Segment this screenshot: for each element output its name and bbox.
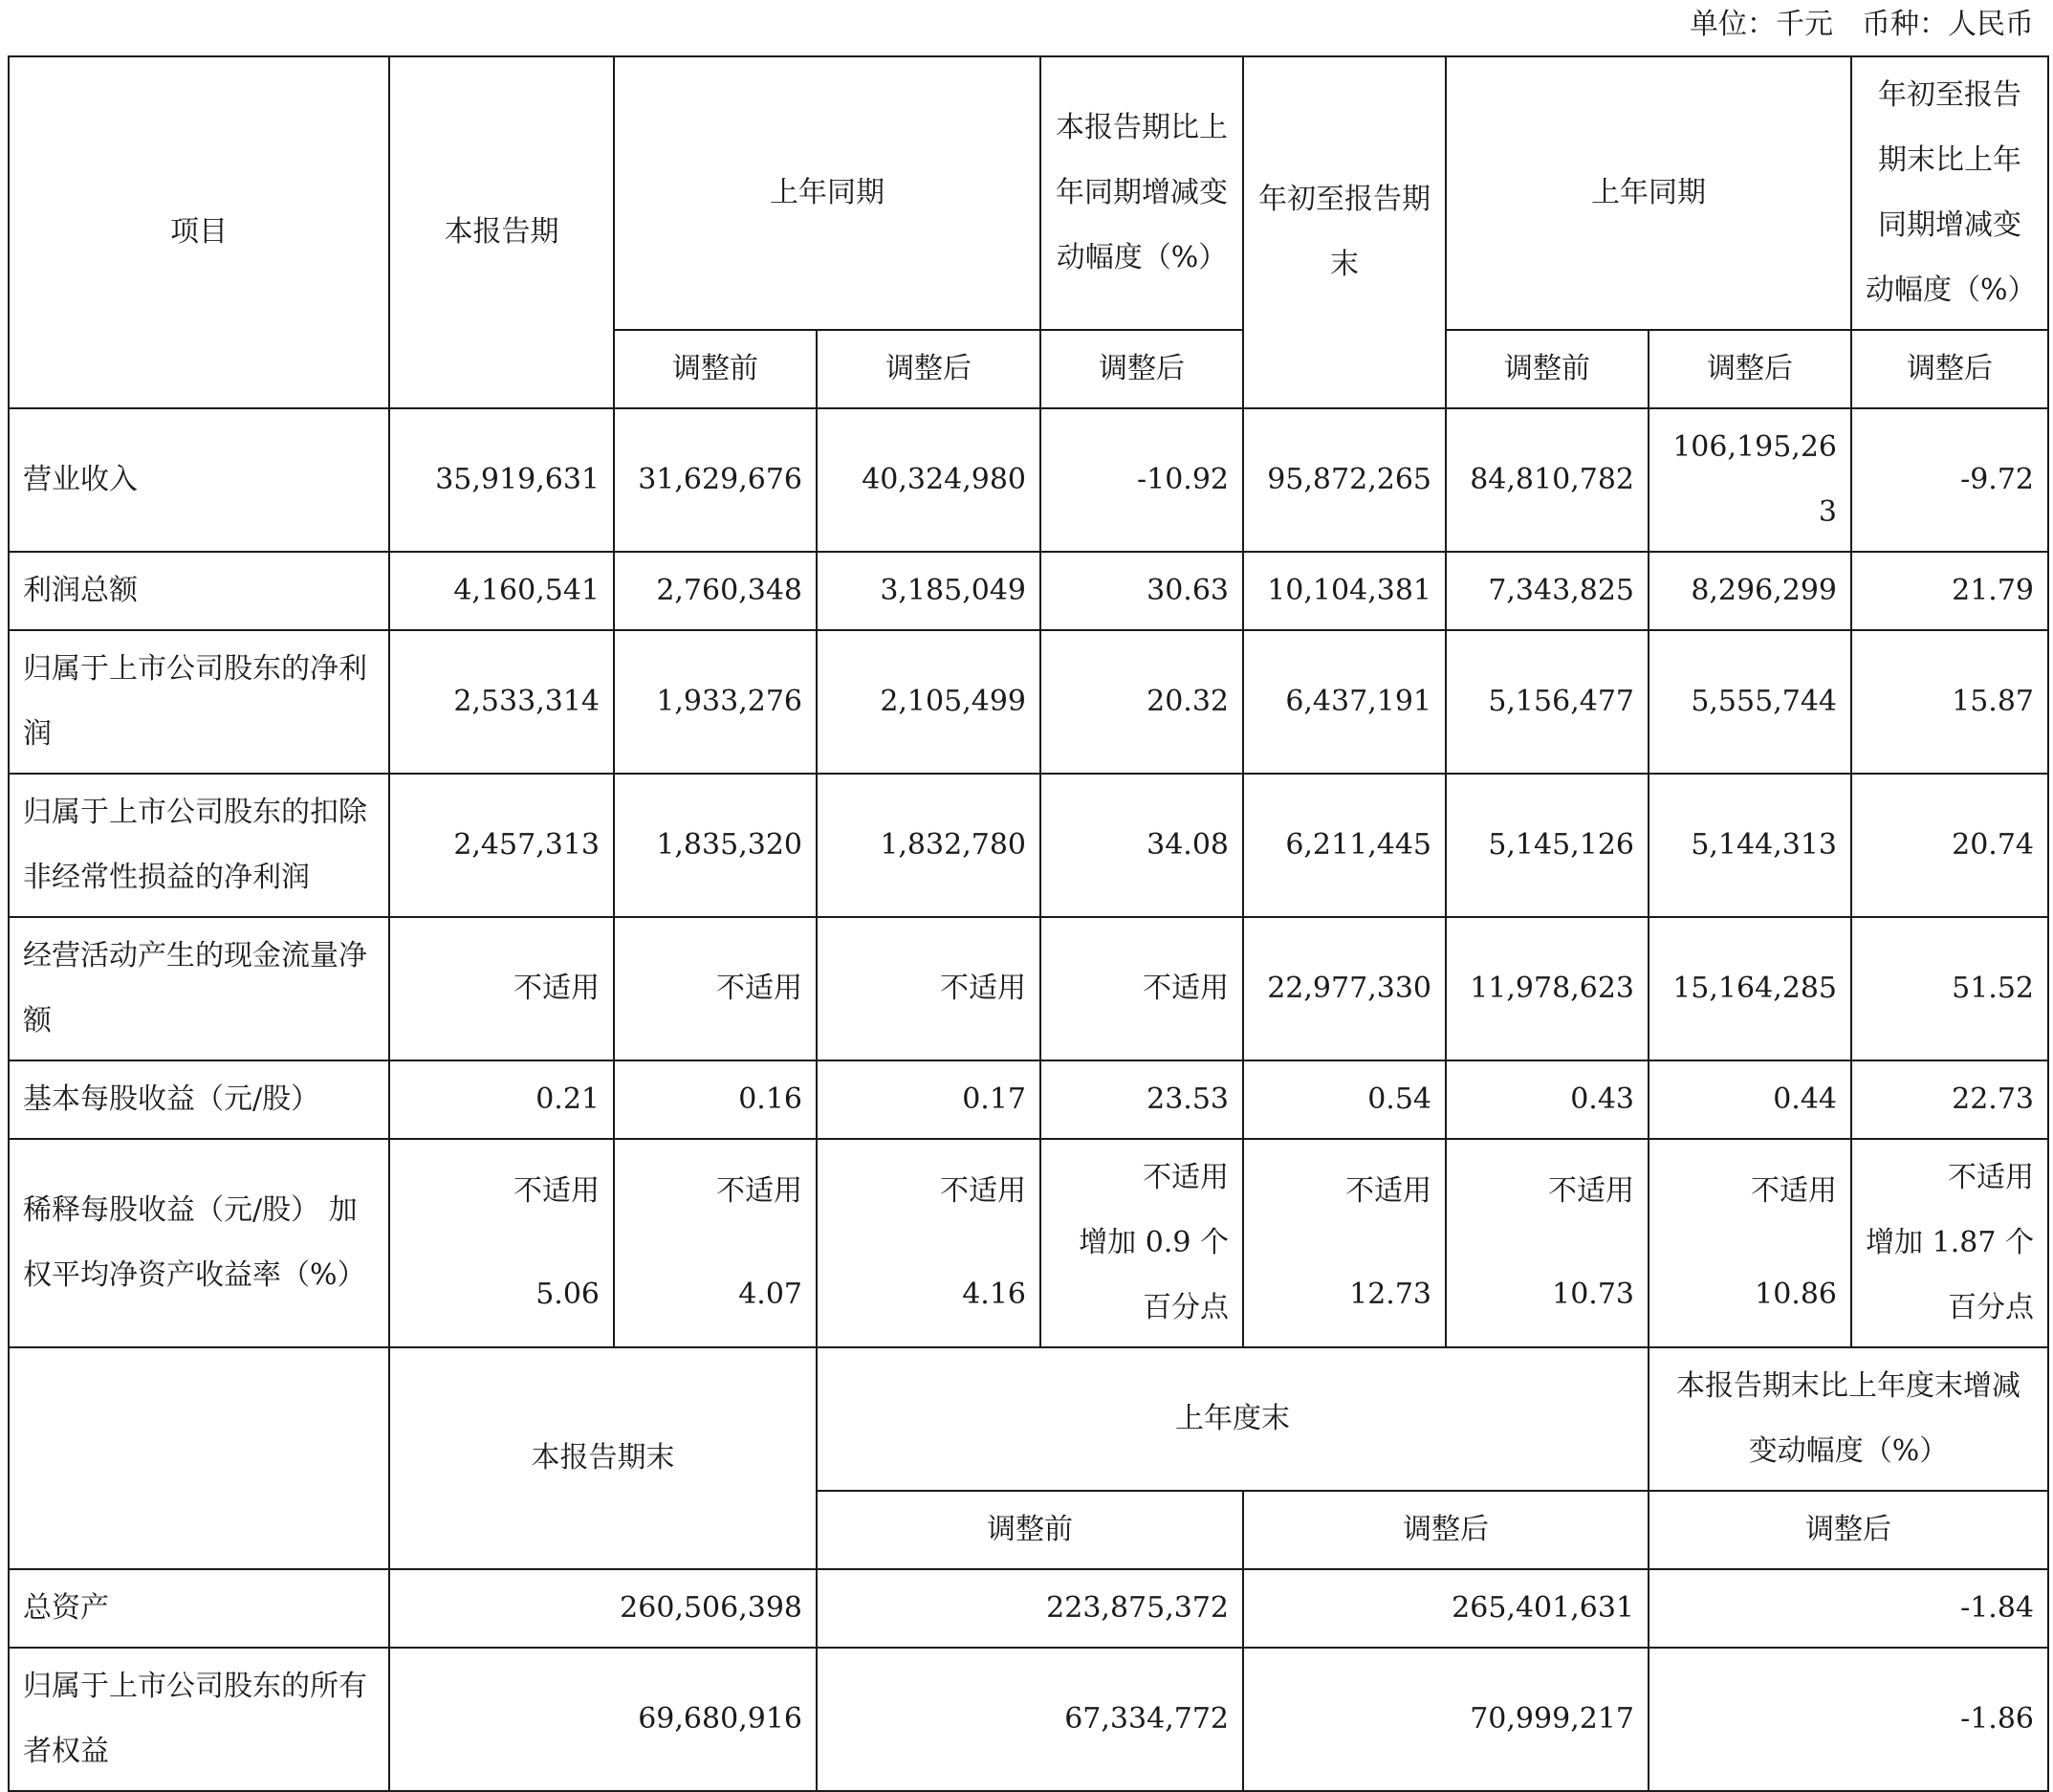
balance-header-before-adjustment: 调整前 — [817, 1491, 1243, 1569]
unit-currency-note: 单位：千元 币种：人民币 — [1690, 8, 2034, 41]
table-cell: 2,533,314 — [389, 630, 614, 774]
table-row — [9, 917, 2048, 1060]
table-cell: 265,401,631 — [1243, 1569, 1649, 1648]
diluted-value: 不适用 — [716, 1174, 802, 1208]
table-cell: 21.79 — [1851, 552, 2048, 630]
table-cell — [614, 1139, 817, 1347]
header-ytd-change-pct: 年初至报告期末比上年同期增减变动幅度（%） — [1851, 56, 2048, 330]
table-cell: 0.44 — [1649, 1060, 1851, 1139]
table-cell: 0.21 — [389, 1060, 614, 1139]
table-cell: 15.87 — [1851, 630, 2048, 774]
table-cell: 22.73 — [1851, 1060, 2048, 1139]
table-cell: 40,324,980 — [817, 408, 1040, 552]
row-label: 经营活动产生的现金流量净额 — [9, 917, 389, 1060]
balance-header-blank — [9, 1347, 389, 1569]
table-cell: 0.16 — [614, 1060, 817, 1139]
table-cell: 67,334,772 — [817, 1648, 1243, 1791]
table-cell: -1.84 — [1649, 1569, 2048, 1648]
diluted-value: 不适用 — [940, 1174, 1026, 1208]
table-cell: 7,343,825 — [1446, 552, 1649, 630]
table-cell — [1446, 1139, 1649, 1347]
table-cell — [817, 1139, 1040, 1347]
table-cell: 6,211,445 — [1243, 774, 1446, 917]
row-label-diluted-and-roe — [9, 1139, 389, 1347]
table-cell: 0.43 — [1446, 1060, 1649, 1139]
header-same-period-last-year: 上年同期 — [614, 56, 1040, 330]
roe-label: 加权平均净资产收益率（%） — [23, 1193, 366, 1292]
table-cell: 不适用 — [614, 917, 817, 1060]
diluted-value: 不适用 — [513, 1174, 600, 1208]
table-row — [9, 408, 2048, 552]
row-label: 归属于上市公司股东的扣除非经常性损益的净利润 — [9, 774, 389, 917]
row-label: 基本每股收益（元/股） — [9, 1060, 389, 1139]
table-cell: 1,835,320 — [614, 774, 817, 917]
table-cell: -9.72 — [1851, 408, 2048, 552]
row-label: 利润总额 — [9, 552, 389, 630]
diluted-value: 不适用 — [1345, 1174, 1431, 1208]
balance-header-change-pct: 本报告期末比上年度末增减变动幅度（%） — [1649, 1347, 2048, 1491]
table-cell: 11,978,623 — [1446, 917, 1649, 1060]
table-cell — [1649, 1139, 1851, 1347]
balance-header-period-end: 本报告期末 — [389, 1347, 817, 1569]
diluted-value: 不适用 — [1751, 1174, 1837, 1208]
roe-value: 增加 0.9 个百分点 — [1079, 1226, 1229, 1324]
table-cell: 20.32 — [1040, 630, 1243, 774]
diluted-eps-label: 稀释每股收益（元/股） — [23, 1193, 320, 1227]
table-cell — [1243, 1139, 1446, 1347]
header-item: 项目 — [9, 56, 389, 408]
header-after-adjustment: 调整后 — [817, 330, 1040, 408]
table-cell: 260,506,398 — [389, 1569, 817, 1648]
header-ytd-after-adjustment: 调整后 — [1649, 330, 1851, 408]
table-cell: 6,437,191 — [1243, 630, 1446, 774]
table-cell: 223,875,372 — [817, 1569, 1243, 1648]
table-cell: 不适用 — [817, 917, 1040, 1060]
table-cell: 0.54 — [1243, 1060, 1446, 1139]
table-cell: 30.63 — [1040, 552, 1243, 630]
table-row — [9, 1060, 2048, 1139]
table-cell: 106,195,263 — [1649, 408, 1851, 552]
roe-value: 增加 1.87 个百分点 — [1866, 1226, 2034, 1324]
table-cell: 4,160,541 — [389, 552, 614, 630]
diluted-value: 不适用 — [1548, 1174, 1634, 1208]
table-row — [9, 774, 2048, 917]
roe-value: 10.73 — [1552, 1278, 1634, 1311]
table-cell: 2,760,348 — [614, 552, 817, 630]
table-cell: 69,680,916 — [389, 1648, 817, 1791]
table-row — [9, 1569, 2048, 1648]
header-current-period: 本报告期 — [389, 56, 614, 408]
roe-value: 4.07 — [738, 1278, 802, 1311]
balance-header-after-adjustment-change: 调整后 — [1649, 1491, 2048, 1569]
table-cell: 15,164,285 — [1649, 917, 1851, 1060]
table-cell: 10,104,381 — [1243, 552, 1446, 630]
table-cell: 23.53 — [1040, 1060, 1243, 1139]
header-same-period-last-year-ytd: 上年同期 — [1446, 56, 1851, 330]
row-label: 归属于上市公司股东的净利润 — [9, 630, 389, 774]
balance-header-last-year-end: 上年度末 — [817, 1347, 1649, 1491]
table-cell: 5,145,126 — [1446, 774, 1649, 917]
table-cell: 2,457,313 — [389, 774, 614, 917]
table-cell: 22,977,330 — [1243, 917, 1446, 1060]
table-cell: 35,919,631 — [389, 408, 614, 552]
roe-value: 12.73 — [1349, 1278, 1431, 1311]
header-ytd-after-adjustment-change: 调整后 — [1851, 330, 2048, 408]
financial-data-table — [8, 55, 2049, 1792]
table-cell: 84,810,782 — [1446, 408, 1649, 552]
table-cell: 1,832,780 — [817, 774, 1040, 917]
table-cell: 2,105,499 — [817, 630, 1040, 774]
table-cell: 31,629,676 — [614, 408, 817, 552]
table-cell: 不适用 — [389, 917, 614, 1060]
table-row — [9, 630, 2048, 774]
row-label: 总资产 — [9, 1569, 389, 1648]
roe-value: 10.86 — [1755, 1278, 1837, 1311]
table-cell: -1.86 — [1649, 1648, 2048, 1791]
table-cell: 8,296,299 — [1649, 552, 1851, 630]
roe-value: 4.16 — [962, 1278, 1026, 1311]
table-cell: 不适用 — [1040, 917, 1243, 1060]
table-cell: 5,144,313 — [1649, 774, 1851, 917]
header-change-pct: 本报告期比上年同期增减变动幅度（%） — [1040, 56, 1243, 330]
row-label: 归属于上市公司股东的所有者权益 — [9, 1648, 389, 1791]
table-row — [9, 552, 2048, 630]
table-cell: 20.74 — [1851, 774, 2048, 917]
table-cell: 70,999,217 — [1243, 1648, 1649, 1791]
table-cell: 3,185,049 — [817, 552, 1040, 630]
table-cell — [1851, 1139, 2048, 1347]
header-after-adjustment-change: 调整后 — [1040, 330, 1243, 408]
table-cell: 51.52 — [1851, 917, 2048, 1060]
table-cell: 95,872,265 — [1243, 408, 1446, 552]
header-before-adjustment: 调整前 — [614, 330, 817, 408]
table-cell: 34.08 — [1040, 774, 1243, 917]
balance-header-after-adjustment: 调整后 — [1243, 1491, 1649, 1569]
header-ytd-before-adjustment: 调整前 — [1446, 330, 1649, 408]
table-row — [9, 1648, 2048, 1791]
table-row — [9, 1139, 2048, 1347]
table-cell: 0.17 — [817, 1060, 1040, 1139]
roe-value: 5.06 — [535, 1278, 600, 1311]
diluted-value: 不适用 — [1143, 1161, 1229, 1194]
table-cell: 1,933,276 — [614, 630, 817, 774]
diluted-value: 不适用 — [1948, 1161, 2034, 1194]
table-cell: 5,156,477 — [1446, 630, 1649, 774]
header-ytd: 年初至报告期末 — [1243, 56, 1446, 408]
table-cell: 5,555,744 — [1649, 630, 1851, 774]
table-cell — [389, 1139, 614, 1347]
table-cell — [1040, 1139, 1243, 1347]
row-label: 营业收入 — [9, 408, 389, 552]
table-cell: -10.92 — [1040, 408, 1243, 552]
